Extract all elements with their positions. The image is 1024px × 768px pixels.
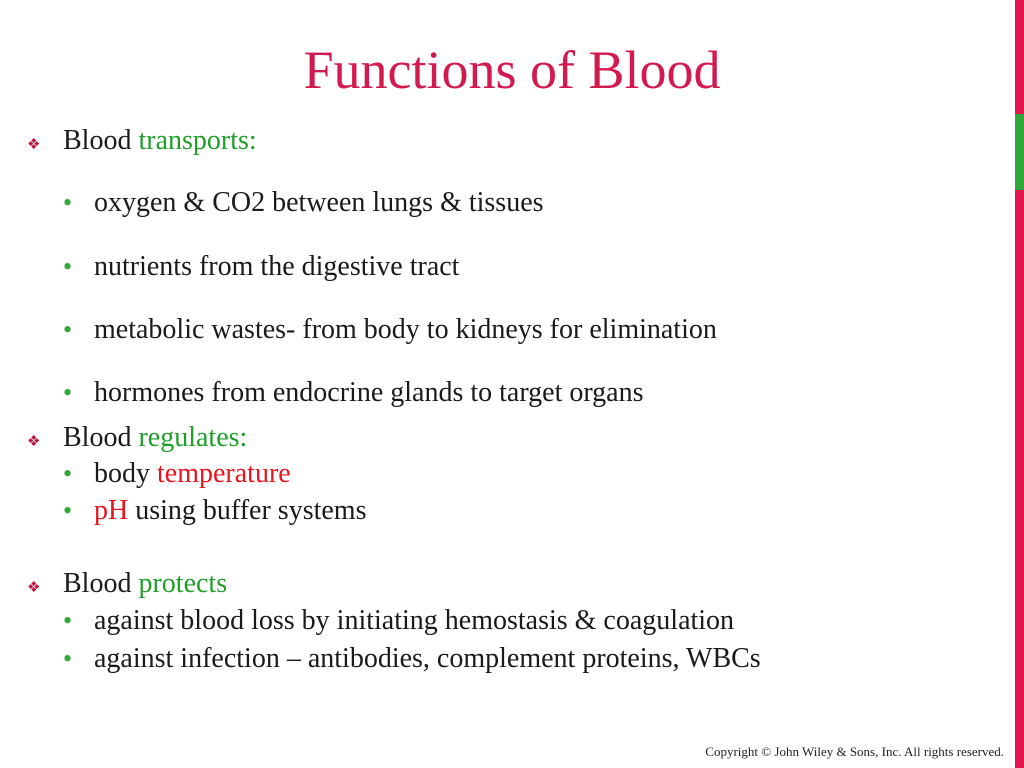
copyright-footer: Copyright © John Wiley & Sons, Inc. All rights reserved. (705, 744, 1004, 759)
section-label: Blood (63, 125, 139, 156)
list-item: oxygen & CO2 between lungs & tissues (94, 187, 544, 218)
highlight-term: temperature (157, 458, 291, 489)
dot-bullet-icon: • (63, 252, 73, 281)
list-item: pH using buffer systems (94, 495, 367, 526)
dot-bullet-icon: • (63, 315, 73, 344)
list-item: hormones from endocrine glands to target organs (94, 377, 644, 408)
list-item: against infection – antibodies, complement proteins, WBCs (94, 643, 761, 674)
section-transports-heading (63, 125, 257, 157)
section-label: Blood (63, 422, 139, 453)
dot-bullet-icon: • (63, 459, 73, 488)
highlight-term: pH (94, 495, 129, 526)
dot-bullet-icon: • (63, 606, 73, 635)
list-item: body temperature (94, 458, 291, 489)
section-regulates-heading (63, 422, 247, 454)
dot-bullet-icon: • (63, 496, 73, 525)
dot-bullet-icon: • (63, 188, 73, 217)
dot-bullet-icon: • (63, 644, 73, 673)
list-item: nutrients from the digestive tract (94, 251, 460, 282)
list-item: metabolic wastes- from body to kidneys for elimination (94, 314, 717, 345)
side-accent-green (1015, 114, 1024, 190)
section-keyword: regulates: (138, 422, 248, 453)
section-label: Blood (63, 568, 139, 599)
diamond-bullet-icon: ❖ (27, 137, 41, 153)
slide-title: Functions of Blood (303, 40, 721, 100)
section-protects-heading (63, 568, 227, 600)
section-keyword: protects (138, 568, 228, 599)
list-item: against blood loss by initiating hemostasis & coagulation (94, 605, 735, 636)
section-keyword: transports: (138, 125, 257, 156)
dot-bullet-icon: • (63, 378, 73, 407)
diamond-bullet-icon: ❖ (27, 580, 41, 596)
diamond-bullet-icon: ❖ (27, 434, 41, 450)
